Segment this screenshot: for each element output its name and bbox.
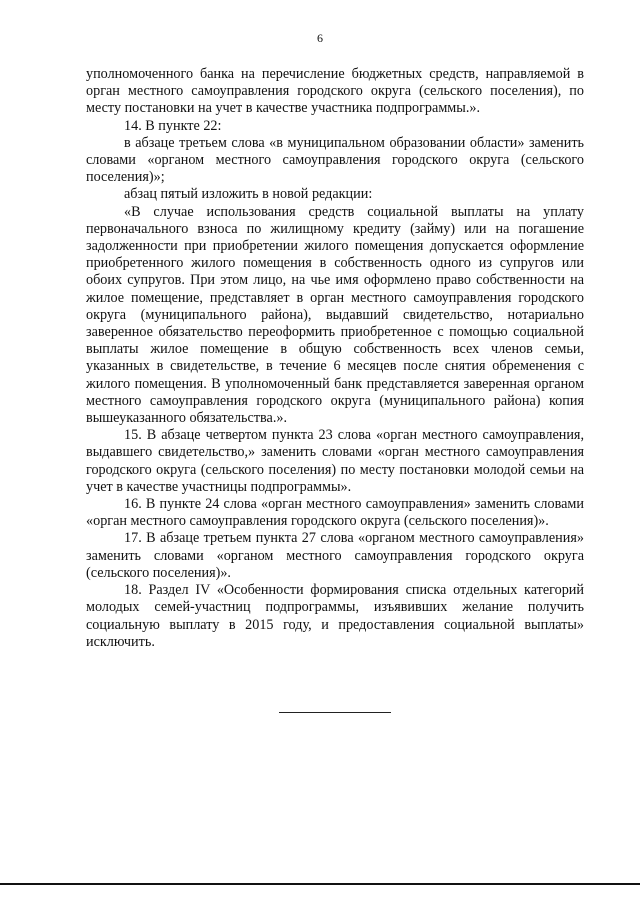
paragraph-new-wording: «В случае использования средств социальной выплаты на уплату первоначального взноса по жилищному кредиту (займу) или на погашение задолженности при приобретении жилого помещения допускается оформление приобретенного жилого помещения в собственность одного из супругов или обоих супругов. При этом лицо, на чье имя оформлено право собственности на жилое помещение, представляет в орган местного самоуправления городского округа (муниципального района), выдавший свидетельство, нотариально заверенное обязательство переоформить приобретенное с помощью социальной выплаты жилое помещение в общую собственность всех членов семьи, указанных в свидетельстве, в течение 6 месяцев после снятия обременения с жилого помещения. В уполномоченный банк представляется заверенная органом местного самоуправления городского округа (муниципального района) копия вышеуказанного обязательства.». [86,203,584,427]
paragraph-item-14-abzac-3: в абзаце третьем слова «в муниципальном образовании области» заменить словами «органом местного самоуправления городского округа (сельского поселения)»; [86,134,584,186]
paragraph-continuation: уполномоченного банка на перечисление бюджетных средств, направляемой в орган местного самоуправления городского округа (сельского поселения), по месту постановки на учет в качестве участника подпрограммы.». [86,66,584,117]
end-separator-line [279,712,391,713]
bottom-border-rule [0,883,640,885]
page-number: 6 [317,31,323,45]
paragraph-item-15: 15. В абзаце четвертом пункта 23 слова «орган местного самоуправления, выдавшего свидетельство,» заменить словами «орган местного самоуправления городского округа (сельского поселения) по месту постановки молодой семьи на учет в качестве участницы подпрограммы». [86,427,584,495]
paragraph-item-18: 18. Раздел IV «Особенности формирования списка отдельных категорий молодых семей-участниц подпрограммы, изъявивших желание получить социальную выплату в 2015 году, и предоставления социальной выплаты» исключить. [86,582,584,650]
paragraph-item-14: 14. В пункте 22: [124,117,222,134]
paragraph-item-14-abzac-5: абзац пятый изложить в новой редакции: [124,186,373,203]
paragraph-item-17: 17. В абзаце третьем пункта 27 слова «органом местного самоуправления» заменить словами «органом местного самоуправления городского округа (сельского поселения)». [86,530,584,581]
paragraph-item-16: 16. В пункте 24 слова «орган местного самоуправления» заменить словами «орган местного самоуправления городского округа (сельского поселения)». [86,496,584,530]
document-body [86,66,584,651]
